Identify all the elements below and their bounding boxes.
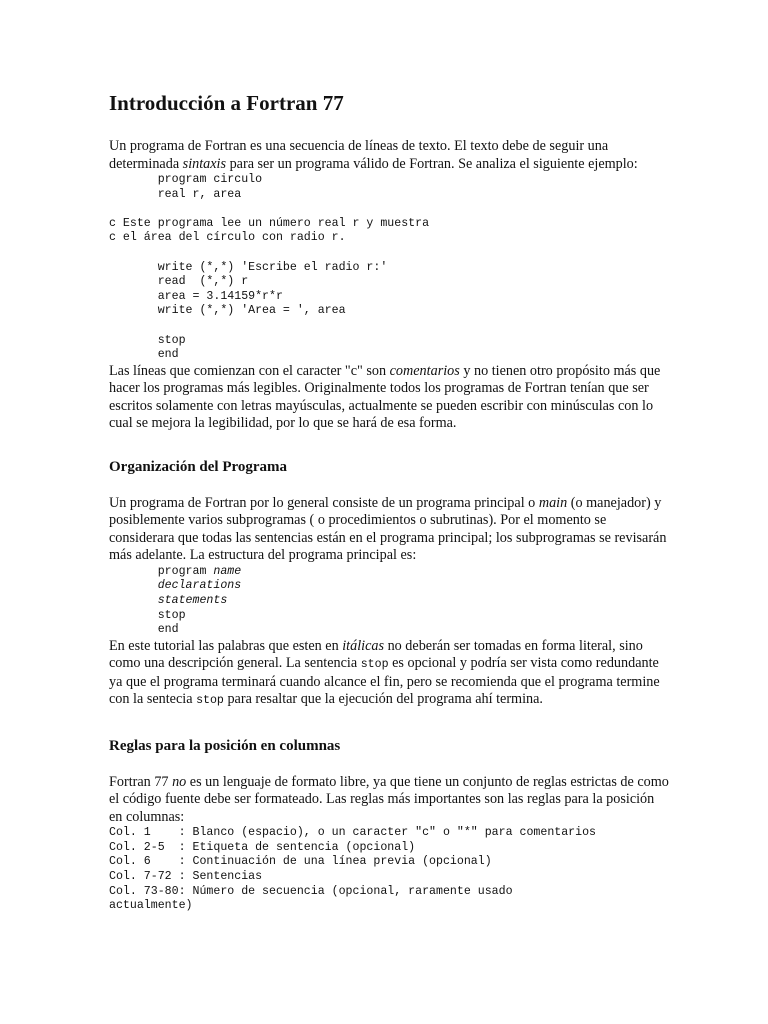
- comments-text-b: y no tienen otro propósito más que hacer los programas más legibles. Originalmente todos los programas de Fortran tenían que ser escritos solamente con letras mayúsculas, actualmente se pueden escribir con minúsculas con lo cual se mejora la legibilidad, por lo que se hará de esa forma.: [109, 362, 661, 432]
- organizacion-paragraph: [109, 495, 669, 565]
- code-statements: statements: [157, 593, 228, 607]
- org-text-a: Un programa de Fortran por lo general consiste de un programa principal o: [109, 494, 539, 511]
- structure-code-block: [109, 565, 669, 638]
- intro-text-b: para ser un programa válido de Fortran. Se analiza el siguiente ejemplo:: [226, 155, 638, 172]
- tut-text-b: no deberán ser tomadas en forma literal, sino como una descripción general. La sentencia: [109, 637, 643, 672]
- code-stop: stop: [157, 608, 186, 622]
- section-heading-organizacion: Organización del Programa: [109, 458, 288, 475]
- tutorial-paragraph: [109, 638, 669, 710]
- code-program-keyword: program: [157, 564, 214, 578]
- page-title: Introducción a Fortran 77: [109, 91, 344, 115]
- code-name: name: [213, 564, 242, 578]
- reglas-text-b: es un lenguaje de formato libre, ya que tiene un conjunto de reglas estrictas de como el código fuente debe ser formateado. Las reglas más importantes son las reglas para la posición en columnas:: [109, 773, 669, 825]
- reglas-em-no: no: [172, 773, 187, 790]
- section-heading-reglas: Reglas para la posición en columnas: [109, 737, 341, 754]
- code-declarations: declarations: [157, 579, 242, 593]
- column-rules-block: Col. 1 : Blanco (espacio), o un caracter "c" o "*" para comentarios Col. 2-5 : Etiqueta de sentencia (opcional) Col. 6 : Continuación de una línea previa (opcional) Col. 7-72 : Sentencias Col. 73-80: Número de secuencia (opcional, raramente usado actualmente): [109, 826, 597, 913]
- org-em-main: main: [538, 494, 568, 511]
- intro-em-sintaxis: sintaxis: [182, 155, 227, 172]
- tut-code-stop-2: stop: [196, 694, 224, 708]
- org-text-b: (o manejador) y posiblemente varios subprogramas ( o procedimientos o subrutinas). Por el momento se considerara que todas las sentencias están en el programa principal; los subprogramas se revisarán más adelante. La estructura del programa principal es:: [109, 494, 667, 564]
- reglas-paragraph: [109, 774, 669, 827]
- intro-text-a: Un programa de Fortran es una secuencia de líneas de texto. El texto debe de seguir una determinada: [109, 138, 609, 172]
- comments-em: comentarios: [389, 362, 460, 379]
- tut-em-italicas: itálicas: [342, 637, 385, 654]
- document-page: [109, 90, 669, 914]
- comments-paragraph: [109, 363, 669, 433]
- comments-text-a: Las líneas que comienzan con el caracter "c" son: [109, 362, 390, 379]
- intro-paragraph: [109, 138, 669, 173]
- tut-text-a: En este tutorial las palabras que esten en: [109, 637, 343, 654]
- example-code-block: program circulo real r, area c Este programa lee un número real r y muestra c el área del círculo con radio r. write (*,*) 'Escribe el radio r:' read (*,*) r area = 3.14159*r*r write (*,*) 'Area = ', area stop end: [109, 173, 430, 362]
- tut-code-stop-1: stop: [360, 658, 389, 672]
- tut-text-c: es opcional y podría ser vista como redundante ya que el programa terminará cuando alcance el fin, pero se recomienda que el programa termine con la sentecia: [109, 655, 660, 708]
- code-end: end: [157, 623, 179, 637]
- tut-text-d: para resaltar que la ejecución del programa ahí termina.: [223, 691, 543, 708]
- reglas-text-a: Fortran 77: [109, 773, 173, 790]
